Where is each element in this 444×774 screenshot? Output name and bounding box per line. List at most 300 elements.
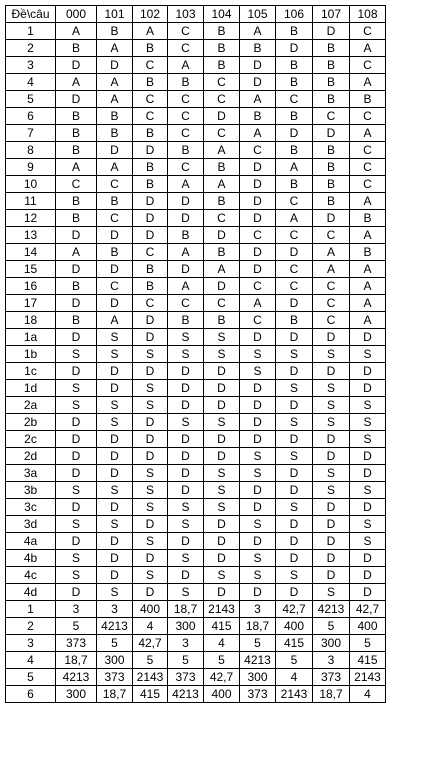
answer-cell: S — [350, 414, 386, 431]
answer-cell: A — [133, 23, 168, 40]
answer-cell: D — [56, 363, 97, 380]
question-label-cell: 3c — [6, 499, 56, 516]
answer-cell: B — [313, 40, 350, 57]
answer-cell: D — [350, 465, 386, 482]
answer-cell: 415 — [204, 618, 240, 635]
answer-cell: D — [168, 448, 204, 465]
answer-cell: B — [350, 244, 386, 261]
answer-cell: D — [133, 210, 168, 227]
answer-cell: C — [350, 159, 386, 176]
answer-cell: 300 — [97, 652, 133, 669]
answer-cell: D — [97, 465, 133, 482]
answer-cell: D — [56, 91, 97, 108]
answer-cell: S — [56, 516, 97, 533]
answer-cell: D — [276, 244, 313, 261]
answer-cell: C — [133, 244, 168, 261]
answer-cell: 300 — [313, 635, 350, 652]
answer-cell: B — [276, 142, 313, 159]
answer-cell: D — [313, 23, 350, 40]
answer-cell: D — [240, 193, 276, 210]
answer-cell: 3 — [168, 635, 204, 652]
answer-cell: S — [56, 380, 97, 397]
answer-cell: A — [97, 91, 133, 108]
answer-cell: B — [204, 193, 240, 210]
answer-cell: 373 — [97, 669, 133, 686]
answer-cell: B — [133, 74, 168, 91]
table-row — [6, 397, 386, 414]
answer-cell: D — [97, 431, 133, 448]
answer-cell: B — [204, 57, 240, 74]
answer-cell: D — [240, 380, 276, 397]
question-label-cell: 6 — [6, 686, 56, 703]
answer-cell: C — [350, 142, 386, 159]
answer-cell: C — [133, 57, 168, 74]
answer-cell: S — [56, 567, 97, 584]
answer-cell: 3 — [56, 601, 97, 618]
answer-cell: D — [56, 465, 97, 482]
answer-cell: D — [204, 448, 240, 465]
answer-cell: 2143 — [276, 686, 313, 703]
answer-cell: S — [313, 414, 350, 431]
answer-cell: B — [56, 278, 97, 295]
answer-cell: B — [168, 227, 204, 244]
answer-cell: A — [168, 244, 204, 261]
question-label-cell: 3a — [6, 465, 56, 482]
answer-cell: D — [56, 329, 97, 346]
answer-cell: D — [133, 363, 168, 380]
answer-cell: 400 — [276, 618, 313, 635]
answer-cell: A — [350, 261, 386, 278]
answer-cell: D — [97, 499, 133, 516]
answer-cell: D — [350, 567, 386, 584]
answer-cell: D — [276, 482, 313, 499]
answer-cell: A — [350, 193, 386, 210]
answer-cell: S — [97, 584, 133, 601]
answer-cell: D — [240, 57, 276, 74]
answer-cell: 18,7 — [56, 652, 97, 669]
table-row — [6, 414, 386, 431]
answer-cell: C — [168, 108, 204, 125]
answer-cell: S — [204, 414, 240, 431]
question-label-cell: 7 — [6, 125, 56, 142]
answer-cell: D — [350, 329, 386, 346]
answer-cell: S — [168, 499, 204, 516]
answer-cell: 415 — [276, 635, 313, 652]
answer-cell: 4213 — [313, 601, 350, 618]
answer-cell: 400 — [133, 601, 168, 618]
answer-cell: S — [133, 346, 168, 363]
answer-cell: S — [240, 567, 276, 584]
answer-cell: D — [168, 210, 204, 227]
table-row — [6, 584, 386, 601]
answer-cell: C — [133, 295, 168, 312]
answer-cell: A — [204, 142, 240, 159]
answer-cell: D — [276, 465, 313, 482]
question-label-cell: 1a — [6, 329, 56, 346]
answer-cell: C — [204, 125, 240, 142]
answer-cell: D — [56, 295, 97, 312]
answer-cell: D — [204, 397, 240, 414]
question-label-cell: 13 — [6, 227, 56, 244]
answer-cell: 4213 — [56, 669, 97, 686]
answer-cell: D — [240, 397, 276, 414]
answer-cell: D — [350, 363, 386, 380]
answer-cell: S — [313, 397, 350, 414]
answer-cell: S — [276, 414, 313, 431]
table-row — [6, 74, 386, 91]
answer-cell: D — [133, 329, 168, 346]
answer-cell: A — [240, 125, 276, 142]
answer-cell: 5 — [133, 652, 168, 669]
answer-cell: S — [350, 482, 386, 499]
answer-cell: A — [350, 74, 386, 91]
answer-cell: S — [313, 346, 350, 363]
table-row — [6, 635, 386, 652]
answer-cell: D — [97, 363, 133, 380]
answer-cell: 4 — [204, 635, 240, 652]
answer-cell: C — [97, 176, 133, 193]
answer-cell: D — [97, 261, 133, 278]
answer-cell: S — [133, 482, 168, 499]
answer-cell: S — [350, 533, 386, 550]
answer-cell: 373 — [240, 686, 276, 703]
answer-cell: D — [168, 533, 204, 550]
answer-cell: S — [204, 465, 240, 482]
answer-cell: D — [313, 567, 350, 584]
header-code-cell: 106 — [276, 6, 313, 23]
answer-cell: D — [276, 516, 313, 533]
answer-cell: 415 — [133, 686, 168, 703]
table-row — [6, 312, 386, 329]
answer-cell: B — [133, 159, 168, 176]
answer-cell: D — [133, 312, 168, 329]
answer-cell: S — [276, 499, 313, 516]
answer-cell: C — [350, 176, 386, 193]
answer-cell: D — [240, 584, 276, 601]
answer-cell: D — [133, 584, 168, 601]
answer-cell: A — [97, 312, 133, 329]
answer-cell: C — [168, 295, 204, 312]
table-row — [6, 193, 386, 210]
answer-cell: D — [276, 431, 313, 448]
answer-cell: A — [313, 244, 350, 261]
answer-cell: A — [276, 210, 313, 227]
table-row — [6, 652, 386, 669]
answer-cell: B — [56, 312, 97, 329]
answer-cell: 3 — [240, 601, 276, 618]
header-code-cell: 103 — [168, 6, 204, 23]
answer-cell: S — [97, 346, 133, 363]
table-row — [6, 108, 386, 125]
answer-cell: S — [133, 567, 168, 584]
question-label-cell: 4 — [6, 74, 56, 91]
answer-cell: B — [97, 23, 133, 40]
answer-cell: S — [168, 414, 204, 431]
answer-cell: S — [350, 431, 386, 448]
question-label-cell: 2 — [6, 40, 56, 57]
answer-cell: B — [168, 74, 204, 91]
answer-cell: S — [240, 465, 276, 482]
answer-cell: D — [168, 431, 204, 448]
answer-cell: B — [313, 159, 350, 176]
answer-cell: D — [313, 363, 350, 380]
answer-cell: D — [276, 397, 313, 414]
table-row — [6, 176, 386, 193]
question-label-cell: 8 — [6, 142, 56, 159]
answer-cell: 5 — [350, 635, 386, 652]
answer-cell: C — [56, 176, 97, 193]
answer-cell: 5 — [97, 635, 133, 652]
answer-cell: S — [276, 380, 313, 397]
answer-cell: B — [97, 125, 133, 142]
answer-cell: C — [204, 295, 240, 312]
answer-cell: B — [204, 159, 240, 176]
answer-cell: D — [133, 414, 168, 431]
answer-cell: 5 — [313, 618, 350, 635]
answer-cell: A — [350, 125, 386, 142]
answer-cell: S — [204, 482, 240, 499]
answer-cell: S — [240, 550, 276, 567]
answer-cell: D — [56, 584, 97, 601]
answer-cell: C — [313, 278, 350, 295]
answer-cell: S — [97, 516, 133, 533]
answer-cell: D — [204, 363, 240, 380]
answer-cell: 300 — [56, 686, 97, 703]
answer-cell: D — [204, 108, 240, 125]
header-code-cell: 101 — [97, 6, 133, 23]
answer-cell: D — [313, 448, 350, 465]
question-label-cell: 4d — [6, 584, 56, 601]
answer-cell: B — [313, 142, 350, 159]
answer-cell: D — [240, 74, 276, 91]
answer-cell: C — [313, 108, 350, 125]
answer-cell: S — [97, 329, 133, 346]
answer-cell: A — [56, 74, 97, 91]
answer-cell: A — [204, 261, 240, 278]
table-row — [6, 329, 386, 346]
table-row — [6, 516, 386, 533]
answer-cell: B — [276, 57, 313, 74]
answer-cell: B — [240, 108, 276, 125]
answer-cell: D — [204, 584, 240, 601]
answer-cell: D — [56, 448, 97, 465]
answer-cell: C — [313, 312, 350, 329]
answer-cell: D — [313, 125, 350, 142]
answer-cell: S — [56, 550, 97, 567]
answer-cell: A — [56, 23, 97, 40]
answer-cell: S — [168, 550, 204, 567]
answer-cell: S — [133, 465, 168, 482]
answer-cell: C — [240, 312, 276, 329]
answer-cell: B — [133, 176, 168, 193]
table-row — [6, 533, 386, 550]
answer-cell: C — [133, 108, 168, 125]
answer-cell: C — [168, 23, 204, 40]
header-code-cell: 108 — [350, 6, 386, 23]
answer-cell: D — [97, 57, 133, 74]
question-label-cell: 9 — [6, 159, 56, 176]
answer-cell: B — [56, 210, 97, 227]
answer-cell: C — [204, 210, 240, 227]
answer-cell: 3 — [313, 652, 350, 669]
header-code-cell: 105 — [240, 6, 276, 23]
answer-cell: D — [168, 380, 204, 397]
answer-cell: 4 — [350, 686, 386, 703]
answer-cell: D — [240, 482, 276, 499]
answer-cell: D — [56, 431, 97, 448]
answer-cell: C — [168, 125, 204, 142]
table-row — [6, 601, 386, 618]
answer-cell: B — [276, 108, 313, 125]
answer-cell: S — [313, 584, 350, 601]
answer-cell: A — [97, 159, 133, 176]
answer-cell: S — [204, 499, 240, 516]
answer-cell: B — [276, 74, 313, 91]
answer-cell: B — [313, 74, 350, 91]
question-label-cell: 1b — [6, 346, 56, 363]
answer-cell: D — [97, 295, 133, 312]
question-label-cell: 12 — [6, 210, 56, 227]
answer-cell: S — [276, 448, 313, 465]
table-row — [6, 380, 386, 397]
answer-cell: A — [350, 278, 386, 295]
answer-cell: S — [204, 329, 240, 346]
answer-cell: S — [240, 346, 276, 363]
answer-cell: C — [97, 278, 133, 295]
answer-cell: 2143 — [350, 669, 386, 686]
answer-cell: D — [276, 363, 313, 380]
answer-cell: B — [168, 142, 204, 159]
answer-cell: D — [204, 431, 240, 448]
header-code-cell: 104 — [204, 6, 240, 23]
answer-cell: B — [204, 312, 240, 329]
question-label-cell: 2b — [6, 414, 56, 431]
table-row — [6, 567, 386, 584]
answer-cell: S — [97, 397, 133, 414]
answer-cell: D — [133, 227, 168, 244]
answer-cell: S — [313, 380, 350, 397]
question-label-cell: 3b — [6, 482, 56, 499]
answer-cell: S — [168, 516, 204, 533]
answer-cell: D — [350, 380, 386, 397]
answer-cell: D — [313, 210, 350, 227]
answer-cell: B — [97, 193, 133, 210]
answer-cell: B — [168, 312, 204, 329]
answer-cell: S — [350, 397, 386, 414]
answer-cell: 373 — [313, 669, 350, 686]
question-label-cell: 2d — [6, 448, 56, 465]
answer-cell: D — [240, 414, 276, 431]
answer-cell: A — [56, 244, 97, 261]
answer-cell: C — [276, 91, 313, 108]
answer-cell: C — [97, 210, 133, 227]
answer-cell: D — [313, 329, 350, 346]
question-label-cell: 18 — [6, 312, 56, 329]
answer-cell: S — [168, 329, 204, 346]
header-code-cell: 107 — [313, 6, 350, 23]
answer-cell: S — [240, 516, 276, 533]
answer-cell: D — [97, 550, 133, 567]
answer-cell: D — [168, 193, 204, 210]
answer-cell: D — [56, 414, 97, 431]
answer-cell: D — [204, 533, 240, 550]
answer-cell: 42,7 — [204, 669, 240, 686]
table-row — [6, 210, 386, 227]
answer-cell: D — [350, 499, 386, 516]
question-label-cell: 4b — [6, 550, 56, 567]
answer-cell: S — [56, 397, 97, 414]
answer-cell: A — [350, 312, 386, 329]
answer-cell: D — [240, 210, 276, 227]
answer-cell: 4 — [133, 618, 168, 635]
question-label-cell: 4 — [6, 652, 56, 669]
answer-cell: D — [276, 295, 313, 312]
question-label-cell: 2c — [6, 431, 56, 448]
answer-cell: 18,7 — [240, 618, 276, 635]
answer-cell: D — [168, 482, 204, 499]
answer-cell: D — [313, 431, 350, 448]
table-row — [6, 57, 386, 74]
answer-cell: A — [97, 74, 133, 91]
answer-cell: D — [313, 533, 350, 550]
answer-cell: 5 — [204, 652, 240, 669]
answer-cell: 18,7 — [97, 686, 133, 703]
answer-cell: D — [168, 261, 204, 278]
question-label-cell: 3 — [6, 57, 56, 74]
table-row — [6, 91, 386, 108]
answer-cell: S — [204, 567, 240, 584]
question-label-cell: 1d — [6, 380, 56, 397]
answer-cell: S — [240, 448, 276, 465]
answer-cell: A — [276, 159, 313, 176]
answer-cell: 300 — [168, 618, 204, 635]
answer-cell: D — [56, 227, 97, 244]
answer-cell: D — [276, 584, 313, 601]
header-row — [6, 6, 386, 23]
answer-cell: D — [133, 431, 168, 448]
question-label-cell: 14 — [6, 244, 56, 261]
answer-cell: B — [350, 91, 386, 108]
answer-cell: S — [56, 346, 97, 363]
answer-cell: B — [204, 244, 240, 261]
answer-cell: D — [204, 278, 240, 295]
answer-cell: B — [313, 91, 350, 108]
answer-cell: 373 — [56, 635, 97, 652]
header-code-cell: 000 — [56, 6, 97, 23]
answer-cell: C — [240, 142, 276, 159]
question-label-cell: 10 — [6, 176, 56, 193]
table-row — [6, 227, 386, 244]
question-label-cell: 3d — [6, 516, 56, 533]
table-row — [6, 346, 386, 363]
answer-cell: S — [240, 363, 276, 380]
table-row — [6, 465, 386, 482]
answer-cell: 5 — [168, 652, 204, 669]
answer-cell: B — [313, 57, 350, 74]
answer-cell: D — [204, 380, 240, 397]
answer-cell: C — [240, 278, 276, 295]
answer-cell: C — [168, 91, 204, 108]
answer-cell: D — [56, 57, 97, 74]
answer-cell: D — [133, 448, 168, 465]
answer-cell: 18,7 — [313, 686, 350, 703]
answer-cell: C — [350, 108, 386, 125]
answer-cell: C — [240, 227, 276, 244]
answer-cell: B — [133, 278, 168, 295]
table-row — [6, 159, 386, 176]
answer-cell: D — [240, 159, 276, 176]
answer-cell: A — [350, 227, 386, 244]
